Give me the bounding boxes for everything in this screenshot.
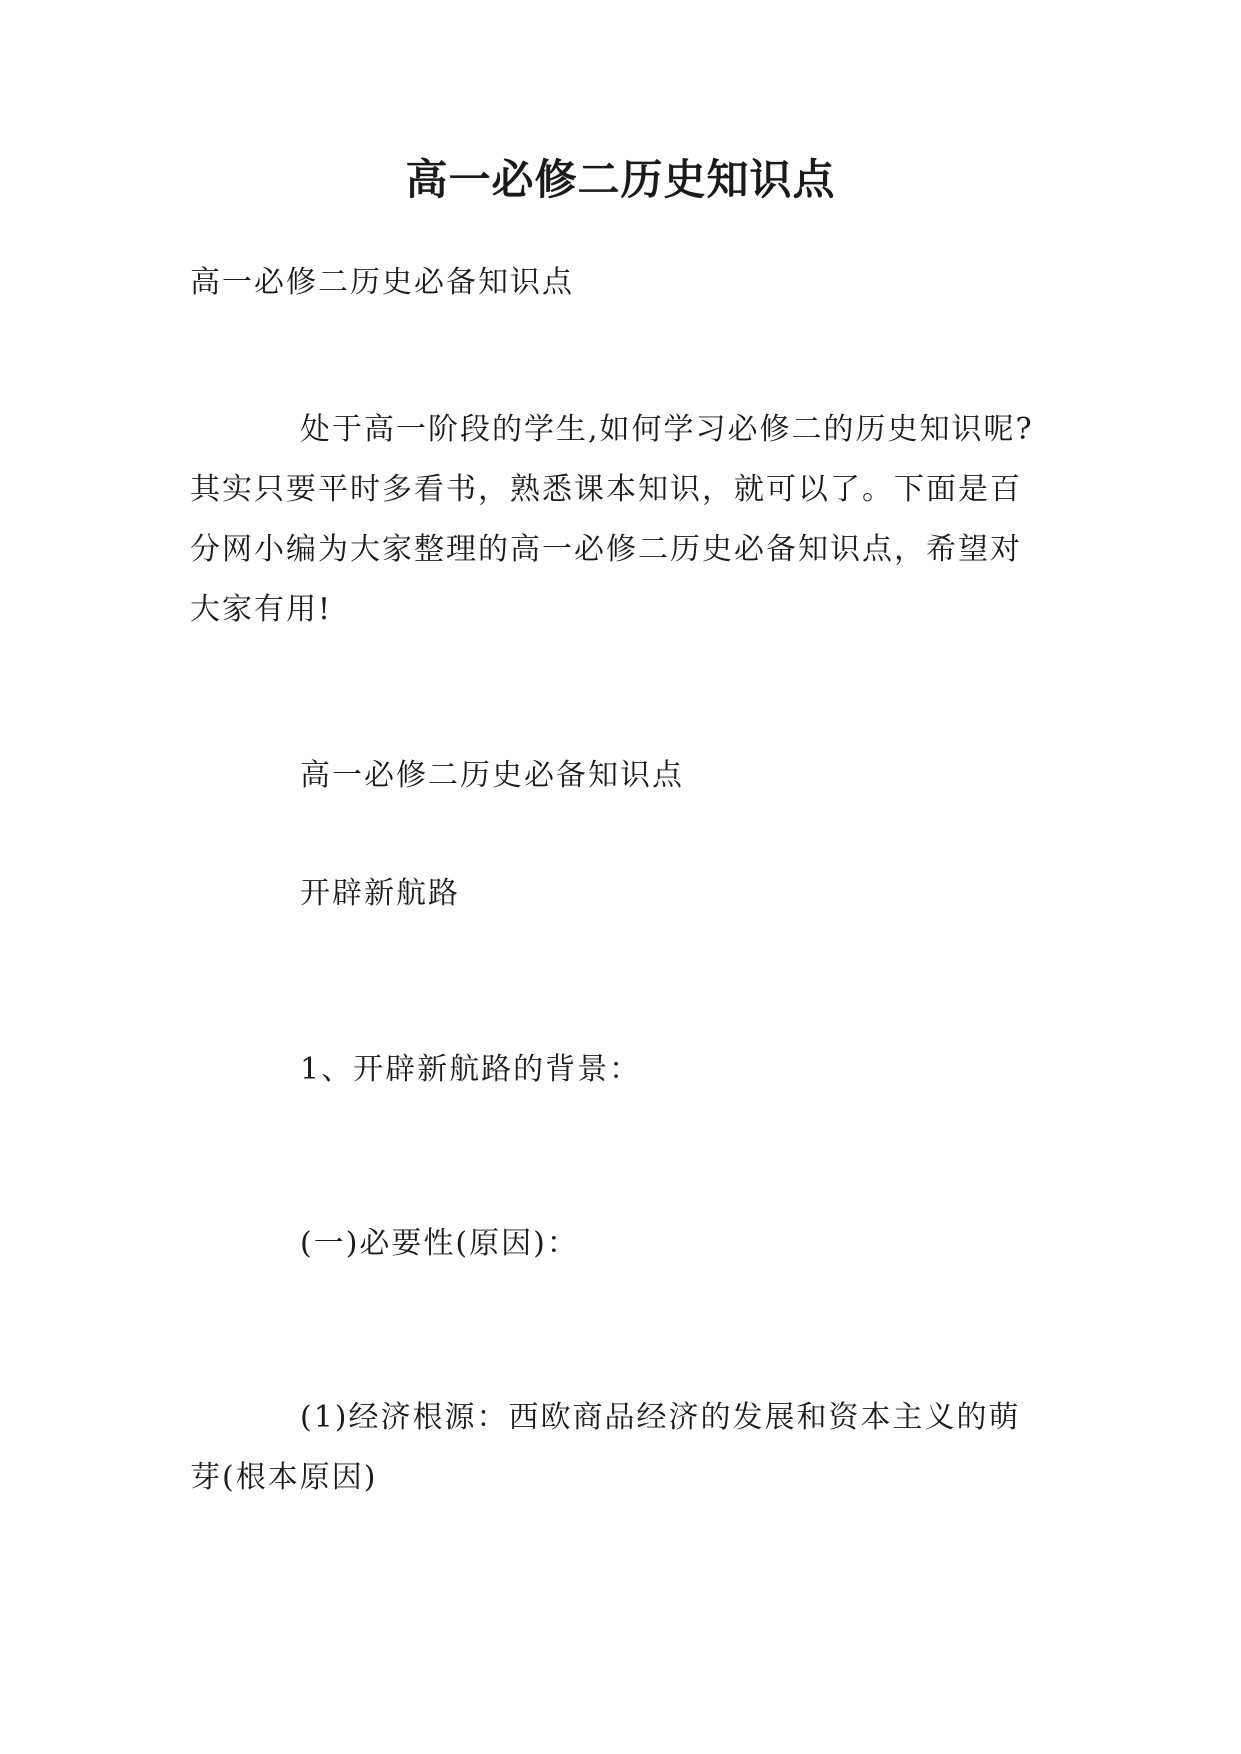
item-1-line-2: 芽(根本原因)	[190, 1460, 378, 1495]
intro-line-2: 其实只要平时多看书，熟悉课本知识，就可以了。下面是百	[190, 472, 1022, 507]
topic-heading: 开辟新航路	[300, 876, 460, 911]
item-1-line-1: (1)经济根源：西欧商品经济的发展和资本主义的萌	[300, 1400, 1021, 1435]
intro-line-4: 大家有用!	[190, 592, 333, 627]
sub-point: (一)必要性(原因)：	[300, 1226, 579, 1261]
point-1: 1、开辟新航路的背景：	[300, 1052, 642, 1087]
document-title: 高一必修二历史知识点	[405, 155, 836, 204]
document-subtitle: 高一必修二历史必备知识点	[190, 265, 574, 300]
section-heading: 高一必修二历史必备知识点	[300, 758, 684, 793]
intro-line-1: 处于高一阶段的学生,如何学习必修二的历史知识呢?	[300, 412, 1034, 447]
intro-line-3: 分网小编为大家整理的高一必修二历史必备知识点，希望对	[190, 532, 1022, 567]
